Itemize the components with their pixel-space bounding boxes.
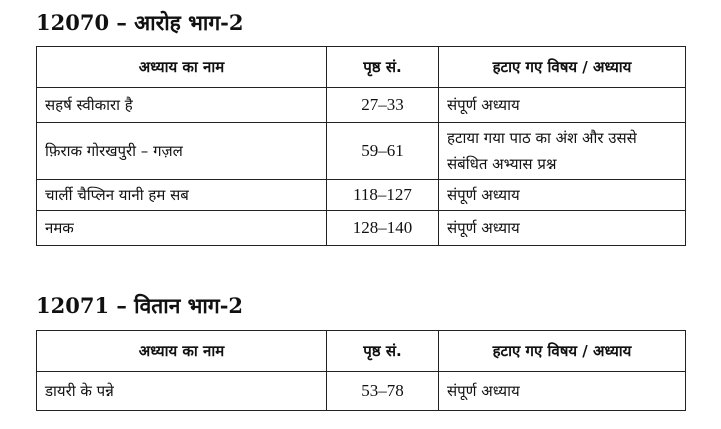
table-row: [37, 123, 686, 180]
page-range-cell: 27–33: [327, 88, 439, 123]
section-title-vitan: 12071 – वितान भाग-2: [36, 293, 244, 318]
syllabus-table-vitan: [36, 330, 686, 411]
table-row: [37, 211, 686, 246]
chapter-name-cell: फ़िराक गोरखपुरी – गज़ल: [37, 123, 327, 180]
chapter-name-cell: सहर्ष स्वीकारा है: [37, 88, 327, 123]
table-row: [37, 372, 686, 411]
removed-topic-cell: हटाया गया पाठ का अंश और उससे संबंधित अभ्यास प्रश्न: [439, 123, 686, 180]
chapter-name-cell: नमक: [37, 211, 327, 246]
removed-topic-cell: संपूर्ण अध्याय: [439, 88, 686, 123]
table-row: [37, 180, 686, 211]
page-range-cell: 59–61: [327, 123, 439, 180]
header-page-numbers: पृष्ठ सं.: [327, 47, 439, 88]
section-title-aroh: 12070 – आरोह भाग-2: [36, 10, 244, 35]
header-chapter-name: अध्याय का नाम: [37, 331, 327, 372]
removed-topic-cell: संपूर्ण अध्याय: [439, 180, 686, 211]
header-removed-topics: हटाए गए विषय / अध्याय: [439, 47, 686, 88]
table-header-row: [37, 47, 686, 88]
table-header-row: [37, 331, 686, 372]
removed-topic-cell: संपूर्ण अध्याय: [439, 372, 686, 411]
chapter-name-cell: डायरी के पन्ने: [37, 372, 327, 411]
chapter-name-cell: चार्ली चैप्लिन यानी हम सब: [37, 180, 327, 211]
removed-topic-cell: संपूर्ण अध्याय: [439, 211, 686, 246]
page-range-cell: 53–78: [327, 372, 439, 411]
header-chapter-name: अध्याय का नाम: [37, 47, 327, 88]
table-row: [37, 88, 686, 123]
header-removed-topics: हटाए गए विषय / अध्याय: [439, 331, 686, 372]
page-range-cell: 128–140: [327, 211, 439, 246]
header-page-numbers: पृष्ठ सं.: [327, 331, 439, 372]
syllabus-table-aroh: [36, 46, 686, 246]
page-range-cell: 118–127: [327, 180, 439, 211]
